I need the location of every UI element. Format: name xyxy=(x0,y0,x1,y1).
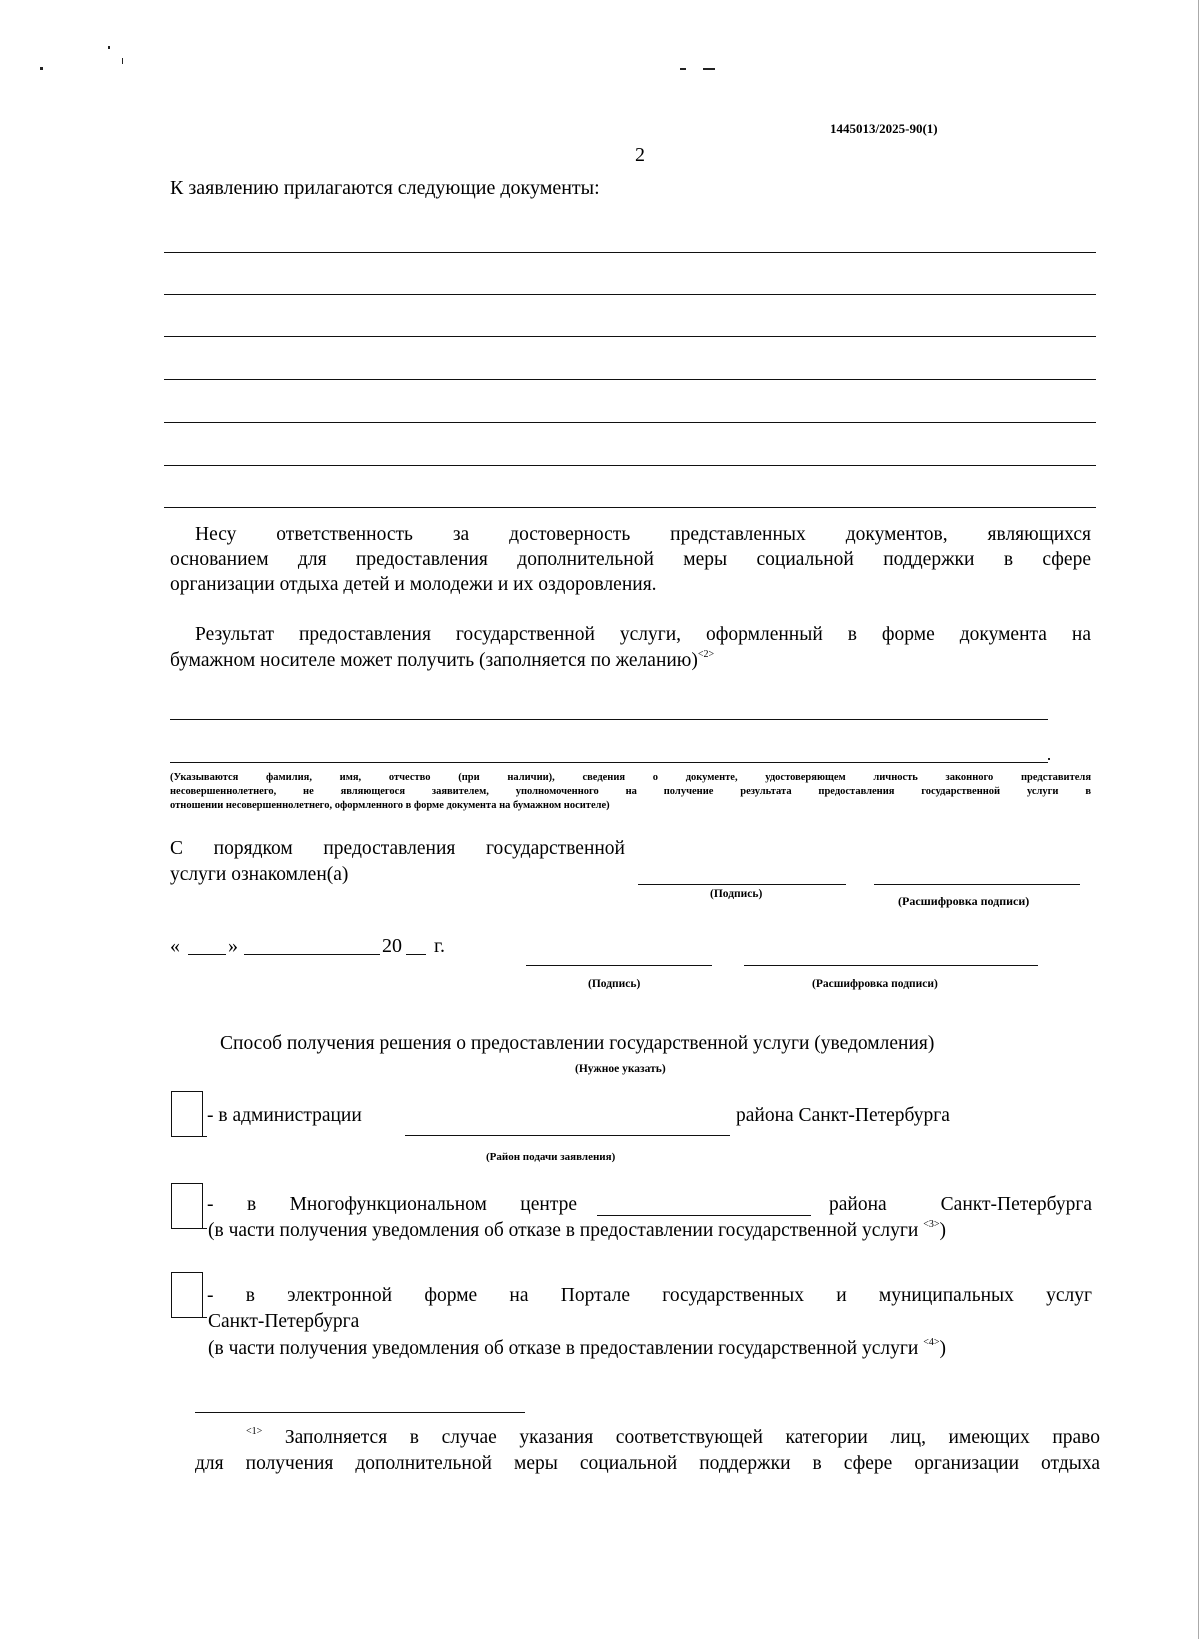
scan-speck xyxy=(40,67,43,70)
signature-decoding-caption: (Расшифровка подписи) xyxy=(898,894,1030,908)
signature-decoding-line[interactable] xyxy=(874,884,1080,885)
method-heading: Способ получения решения о предоставлении государственной услуги (уведомления) xyxy=(220,1033,935,1054)
date-open-quote: « xyxy=(170,935,180,957)
checkbox-tail xyxy=(201,1228,207,1229)
district-field[interactable] xyxy=(405,1135,730,1136)
footnote-separator xyxy=(195,1412,525,1413)
district-caption: (Район подачи заявления) xyxy=(486,1151,616,1163)
footnote-ref: <2> xyxy=(697,649,715,660)
footnote-line-text: Заполняется в случае указания соответствующей категории лиц, имеющих право xyxy=(284,1427,1101,1448)
scan-speck xyxy=(1048,758,1050,760)
representative-line[interactable] xyxy=(170,762,1048,763)
footnote-ref: <4> xyxy=(923,1337,940,1348)
page-number: 2 xyxy=(635,144,645,166)
attachment-line[interactable] xyxy=(164,422,1096,423)
scan-speck xyxy=(703,68,715,70)
signature-caption: (Подпись) xyxy=(710,888,763,900)
result-line xyxy=(170,648,714,674)
attachment-line[interactable] xyxy=(164,294,1096,295)
administration-checkbox[interactable] xyxy=(171,1091,203,1137)
representative-note-line: отношении несовершеннолетнего, оформленного в форме документа на бумажном носителе) xyxy=(170,800,610,811)
result-line: Результат предоставления государственной услуги, оформленный в форме документа на xyxy=(195,624,1091,645)
attachment-line[interactable] xyxy=(164,379,1096,380)
footnote-line: для получения дополнительной меры социальной поддержки в сфере организации отдыха xyxy=(195,1453,1100,1474)
scan-speck xyxy=(108,46,110,49)
footnote-line xyxy=(246,1425,1100,1451)
scan-speck xyxy=(122,58,123,64)
date-close-quote: » xyxy=(228,935,238,957)
document-number: 1445013/2025-90(1) xyxy=(830,121,938,136)
acquainted-line: С порядком предоставления государственной xyxy=(170,838,625,859)
portal-note-text: (в части получения уведомления об отказе в предоставлении государственной услуги xyxy=(208,1338,919,1359)
attachment-line[interactable] xyxy=(164,507,1096,508)
month-field[interactable] xyxy=(244,954,380,955)
portal-label: - в электронной форме на Портале государственных и муниципальных услуг xyxy=(207,1285,1092,1306)
signature-caption: (Подпись) xyxy=(588,978,641,990)
attachment-line[interactable] xyxy=(164,336,1096,337)
method-hint: (Нужное указать) xyxy=(575,1063,666,1075)
mfc-note xyxy=(208,1218,946,1244)
attachment-line[interactable] xyxy=(164,252,1096,253)
footnote-ref: <3> xyxy=(923,1219,940,1230)
representative-note-line: (Указываются фамилия, имя, отчество (при наличии), сведения о документе, удостоверяющем личность законного представителя xyxy=(170,772,1091,783)
signature-decoding-caption: (Расшифровка подписи) xyxy=(812,978,938,990)
portal-label-city: Санкт-Петербурга xyxy=(208,1311,360,1332)
result-line-text: бумажном носителе может получить (заполняется по желанию) xyxy=(170,650,698,671)
attachments-heading: К заявлению прилагаются следующие документы: xyxy=(170,177,600,199)
year-suffix: г. xyxy=(434,935,445,957)
signature-line[interactable] xyxy=(526,965,712,966)
scan-edge xyxy=(1198,0,1199,1639)
mfc-district-field[interactable] xyxy=(597,1215,811,1216)
portal-note-close: ) xyxy=(939,1338,946,1359)
attachment-line[interactable] xyxy=(164,465,1096,466)
administration-label: - в администрации xyxy=(207,1105,362,1126)
responsibility-line: Несу ответственность за достоверность представленных документов, являющихся xyxy=(195,524,1091,545)
representative-note-line: несовершеннолетнего, не являющегося заявителем, уполномоченного на получение результата предоставления государственной услуги в xyxy=(170,786,1091,797)
year-field[interactable] xyxy=(406,954,426,955)
representative-line[interactable] xyxy=(170,719,1048,720)
mfc-note-close: ) xyxy=(939,1220,946,1241)
day-field[interactable] xyxy=(188,954,226,955)
signature-line[interactable] xyxy=(638,884,846,885)
checkbox-tail xyxy=(201,1317,207,1318)
mfc-note-text: (в части получения уведомления об отказе в предоставлении государственной услуги xyxy=(208,1220,919,1241)
portal-checkbox[interactable] xyxy=(171,1272,203,1318)
administration-district-suffix: района Санкт-Петербурга xyxy=(736,1105,950,1126)
acquainted-line: услуги ознакомлен(а) xyxy=(170,864,349,885)
mfc-label: - в Многофункциональном центре xyxy=(207,1194,577,1215)
mfc-district-suffix: района Санкт-Петербурга xyxy=(829,1194,1092,1215)
scan-speck xyxy=(680,68,686,70)
responsibility-line: основанием для предоставления дополнительной меры социальной поддержки в сфере xyxy=(170,549,1091,570)
checkbox-tail xyxy=(201,1136,207,1137)
portal-note xyxy=(208,1336,946,1362)
mfc-checkbox[interactable] xyxy=(171,1183,203,1229)
signature-decoding-line[interactable] xyxy=(744,965,1038,966)
year-prefix: 20 xyxy=(382,935,402,957)
footnote-marker: <1> xyxy=(246,1426,263,1437)
responsibility-line: организации отдыха детей и молодежи и их оздоровления. xyxy=(170,574,657,595)
